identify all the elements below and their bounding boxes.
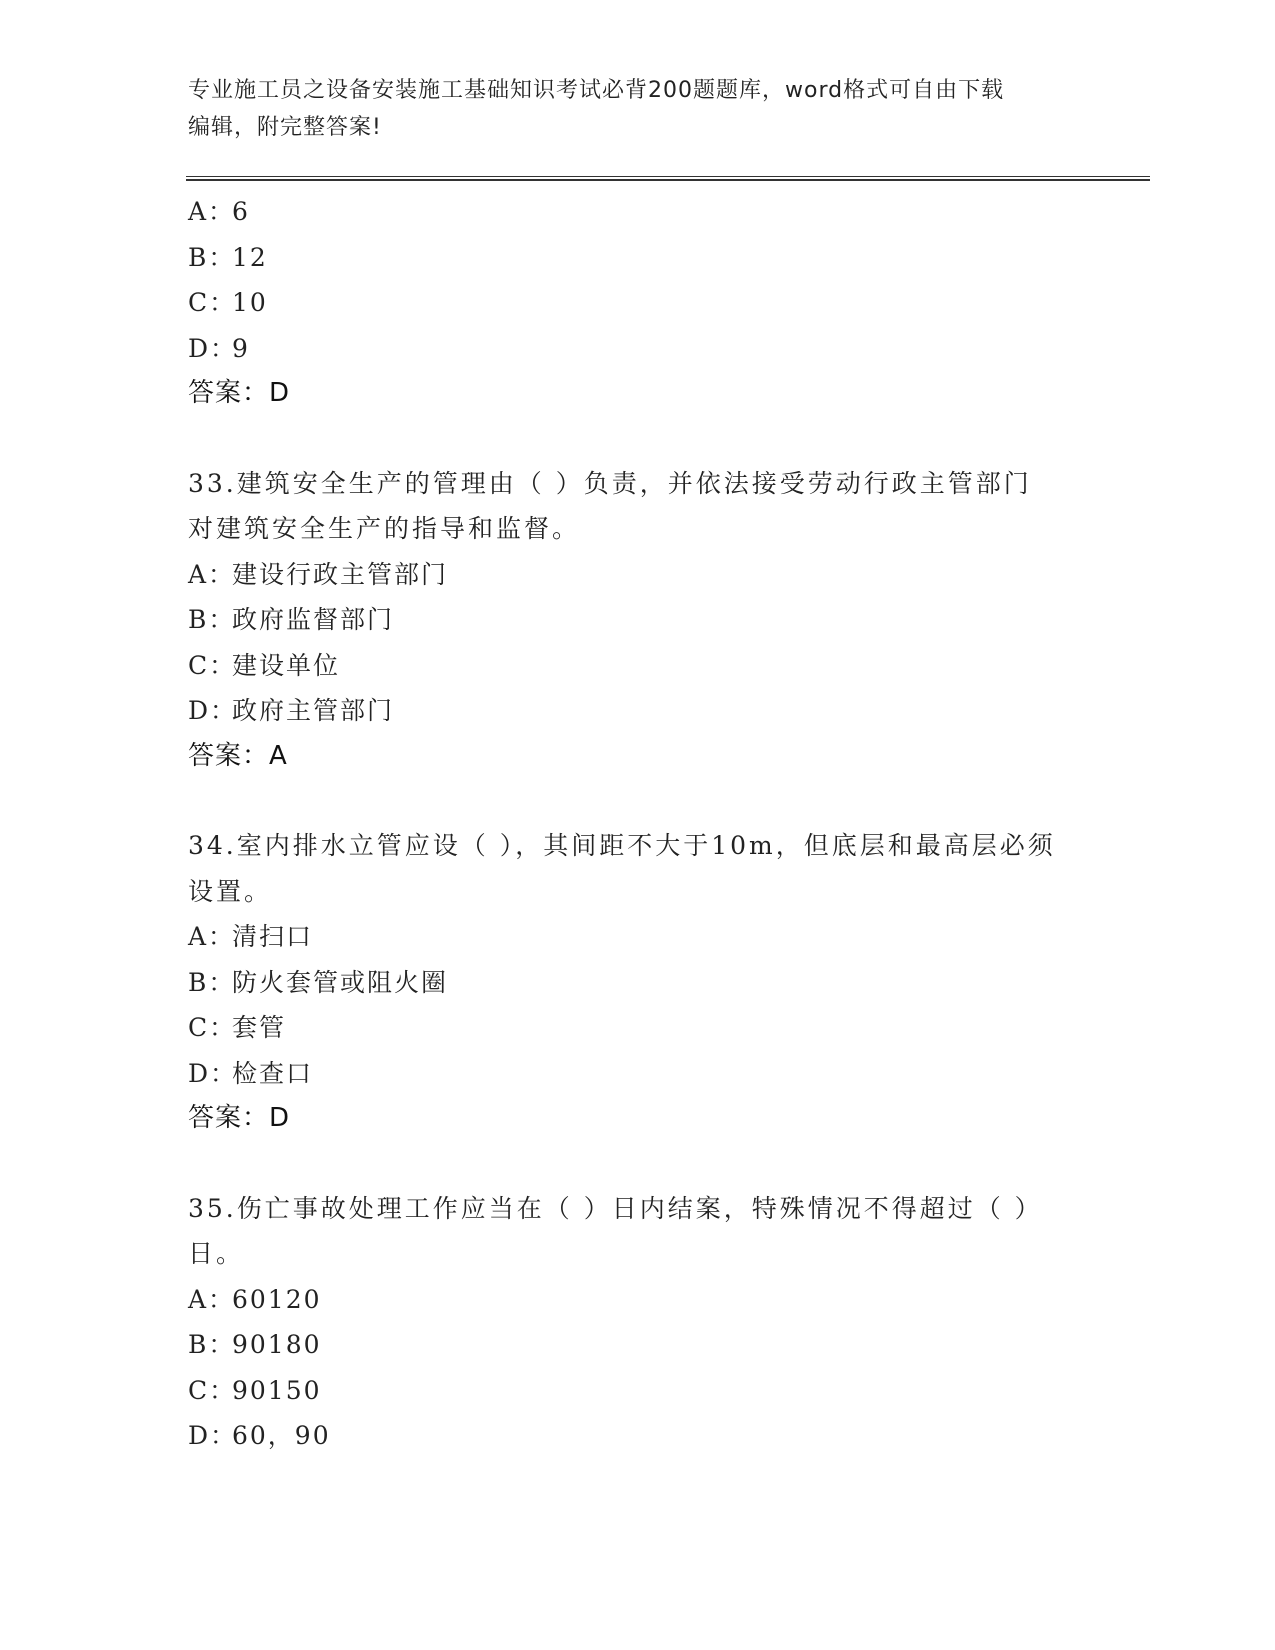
question-32-continuation (188, 189, 1088, 417)
option-label: B： (188, 967, 236, 997)
answer-line: 答案：D (188, 1103, 291, 1133)
header-title-line-1: 专业施工员之设备安装施工基础知识考试必背200题题库，word格式可自由下载 (188, 78, 1005, 103)
option-b (188, 597, 1088, 643)
question-text-line-1: 34.室内排水立管应设（ ），其间距不大于10m，但底层和最高层必须 (188, 831, 1056, 860)
question-33 (188, 461, 1088, 780)
option-c (188, 1368, 1088, 1414)
option-text: 检查口 (232, 1058, 314, 1088)
option-c (188, 280, 1088, 326)
option-text: 政府监督部门 (232, 605, 395, 634)
option-label: A： (188, 559, 236, 589)
option-text: 建设行政主管部门 (232, 559, 449, 589)
question-text-line-2: 设置。 (188, 876, 273, 906)
option-label: D： (188, 333, 238, 363)
option-text: 90150 (232, 1375, 322, 1405)
option-text: 10 (232, 288, 268, 317)
question-text-line-1: 35.伤亡事故处理工作应当在（ ）日内结案，特殊情况不得超过（ ） (188, 1193, 1043, 1223)
option-d (188, 1413, 1088, 1459)
option-a (188, 1277, 1088, 1323)
option-text: 政府主管部门 (232, 696, 395, 725)
header-title-line-2: 编辑，附完整答案! (188, 115, 382, 140)
option-label: C： (188, 1375, 237, 1405)
header-double-rule (186, 176, 1150, 181)
option-text: 建设单位 (232, 650, 341, 680)
option-label: A： (188, 922, 236, 951)
question-text-line-1: 33.建筑安全生产的管理由（ ）负责，并依法接受劳动行政主管部门 (188, 468, 1032, 498)
option-label: C： (188, 650, 237, 680)
option-label: D： (188, 696, 238, 725)
option-label: D： (188, 1058, 238, 1088)
option-label: B： (188, 605, 236, 634)
option-c (188, 643, 1088, 689)
question-text-line-2: 日。 (188, 1239, 245, 1268)
option-text: 12 (232, 242, 268, 272)
document-header (188, 72, 1068, 146)
option-label: C： (188, 288, 237, 317)
option-text: 9 (232, 333, 250, 363)
option-d (188, 1051, 1088, 1097)
option-a (188, 914, 1088, 960)
option-text: 60，90 (232, 1421, 331, 1450)
option-d (188, 688, 1088, 734)
option-a (188, 189, 1088, 235)
option-text: 清扫口 (232, 922, 314, 951)
option-label: D： (188, 1421, 238, 1450)
option-b (188, 235, 1088, 281)
question-text-line-2: 对建筑安全生产的指导和监督。 (188, 514, 581, 543)
document-body (188, 189, 1088, 1459)
option-label: A： (188, 197, 236, 226)
option-label: B： (188, 1330, 236, 1359)
option-b (188, 1322, 1088, 1368)
option-text: 防火套管或阻火圈 (232, 967, 449, 997)
option-text: 6 (232, 197, 250, 226)
option-c (188, 1005, 1088, 1051)
option-text: 90180 (232, 1330, 322, 1359)
option-label: B： (188, 242, 236, 272)
option-label: C： (188, 1013, 237, 1042)
option-text: 60120 (232, 1284, 322, 1314)
question-35 (188, 1186, 1088, 1459)
question-34 (188, 823, 1088, 1142)
option-label: A： (188, 1284, 236, 1314)
option-text: 套管 (232, 1013, 287, 1042)
answer-line: 答案：D (188, 378, 291, 408)
option-b (188, 960, 1088, 1006)
answer-line: 答案：A (188, 740, 288, 771)
option-a (188, 552, 1088, 598)
option-d (188, 326, 1088, 372)
